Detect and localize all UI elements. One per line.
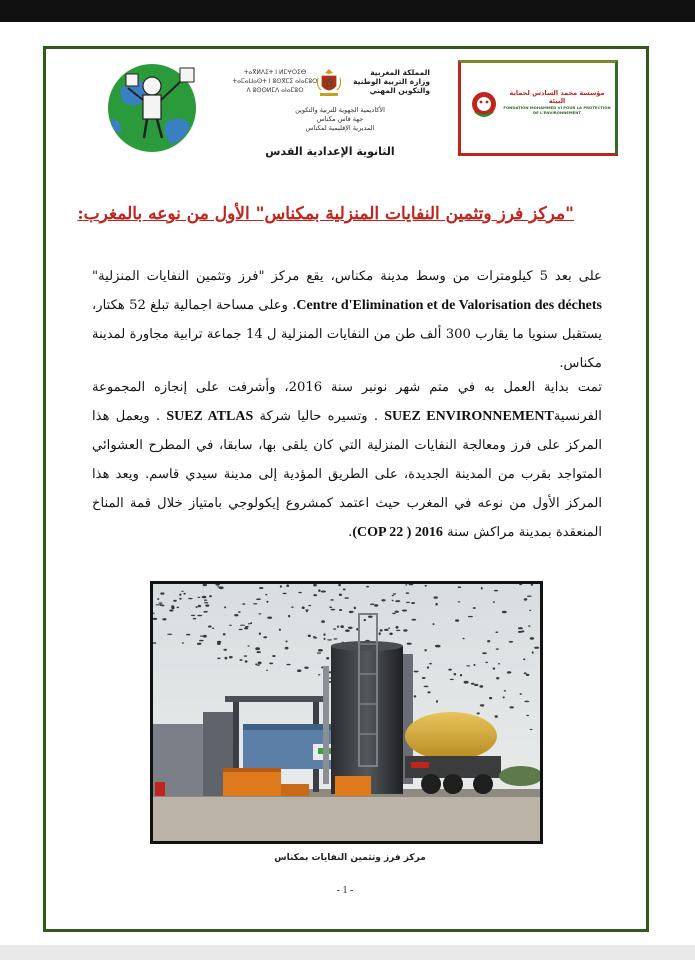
- bird: [448, 669, 452, 671]
- bird: [429, 663, 432, 665]
- document-title: "مركز فرز وتثمين النفايات المنزلية بمكناس" الأول من نوعه بالمغرب:: [77, 204, 574, 224]
- bird: [471, 683, 475, 685]
- bird: [208, 626, 212, 628]
- waste-center-photo: [150, 581, 543, 844]
- bird: [482, 652, 487, 654]
- bird: [198, 605, 201, 608]
- bird: [160, 592, 164, 594]
- bird: [424, 649, 426, 651]
- bird: [349, 611, 354, 613]
- bird: [433, 623, 435, 625]
- bird: [389, 633, 392, 636]
- top-black-bar: [0, 0, 695, 22]
- bird: [474, 664, 476, 666]
- bird: [424, 686, 429, 688]
- bird: [265, 594, 267, 595]
- bird: [225, 657, 228, 660]
- bird: [458, 586, 462, 588]
- bird: [354, 607, 356, 610]
- bird: [318, 649, 323, 652]
- bird: [392, 613, 395, 614]
- bird: [286, 584, 289, 587]
- paragraph-2-part-2: . وتسيره حاليا شركة: [259, 409, 379, 424]
- bird: [212, 628, 214, 629]
- bird: [412, 619, 417, 621]
- bird: [414, 695, 417, 697]
- bird: [181, 591, 184, 592]
- bird: [297, 669, 301, 672]
- ministry-tifinagh-text: ⵜⴰⴳⵍⴷⵉⵜ ⵏ ⵍⵎⵖⵔⵉⴱ ⵜⴰⵎⴰⵡⴰⵙⵜ ⵏ ⵓⵙⴳⵎⵉ ⴰⵏⴰⵎⵓⵔ ⴷ ⵓⵙⵙⵍⵎⴷ ⴰⵏⴰⵎⵓⵔ: [232, 69, 318, 94]
- bird: [197, 597, 200, 598]
- bird: [330, 599, 334, 601]
- bird: [318, 674, 321, 675]
- bird: [479, 685, 483, 688]
- bird: [380, 629, 383, 631]
- bird: [395, 611, 399, 613]
- bird: [532, 651, 534, 654]
- moroccan-coat-of-arms-icon: [316, 68, 342, 98]
- bird: [313, 594, 317, 596]
- bird: [326, 657, 329, 660]
- bird: [507, 671, 512, 673]
- centre-name-french: Centre d'Elimination et de Valorisation des déchets: [296, 298, 603, 313]
- paragraph-1-part-1: على بعد 5 كيلومترات من وسط مدينة مكناس، يقع مركز "فرز وتثمين النفايات المنزلية": [92, 269, 602, 284]
- bird: [283, 593, 287, 594]
- bird: [348, 627, 353, 629]
- bird: [269, 663, 273, 665]
- bird: [510, 706, 514, 708]
- paragraph-2-part-3: . ويعمل هذا المركز على فرز ومعالجة النفايات المنزلية التي كان يلقى بها، سابقا، في المطرح العشوائي المتواجد بقرب من المدينة الجديدة، على الطريق المؤدية إلى مدينة سيدي قاسم. ويعد هذا المركز الأول من نوعه في المغرب حيث اعتمد كمشروع إيكولوجي بامتياز خلال قمة المناخ المنعقدة بمدينة مراكش سنة: [92, 409, 602, 540]
- bird: [244, 655, 248, 657]
- bird: [205, 604, 209, 606]
- bird: [333, 628, 336, 629]
- bird: [502, 611, 507, 613]
- photo-caption: مركز فرز وتثمين النفايات بمكناس: [274, 853, 426, 863]
- ministry-arabic-text: المملكة المغربية وزارة التربية الوطنية والتكوين المهني: [353, 68, 430, 95]
- bird: [477, 712, 480, 714]
- bird: [159, 604, 161, 606]
- school-name: الثانوية الإعدادية القدس: [265, 145, 395, 158]
- bird: [229, 656, 233, 658]
- foundation-arabic-name: مؤسسة محمد السادس لحماية البيئة: [509, 89, 605, 105]
- bird: [468, 616, 473, 617]
- bird: [321, 620, 325, 623]
- bird: [473, 607, 476, 609]
- bird: [224, 606, 226, 608]
- bird: [259, 633, 261, 635]
- bird: [153, 618, 157, 620]
- bird: [464, 681, 469, 684]
- bird: [266, 601, 268, 603]
- bird: [503, 696, 505, 698]
- bird: [366, 586, 369, 588]
- bird: [331, 609, 336, 611]
- bird: [245, 660, 248, 662]
- bird: [209, 595, 212, 597]
- bird: [496, 677, 499, 679]
- paragraph-1: [92, 262, 602, 378]
- bird: [509, 641, 514, 643]
- bird: [183, 593, 185, 595]
- bird: [302, 606, 305, 609]
- bird: [173, 600, 177, 602]
- bird: [370, 604, 375, 606]
- bird: [481, 587, 483, 590]
- cop22-reference: (COP 22 ) 2016: [352, 525, 443, 540]
- foundation-french-name: FONDATION MOHAMMED VI POUR LA PROTECTION DE L'ENVIRONNEMENT: [503, 105, 611, 115]
- bird: [384, 629, 388, 631]
- bird: [248, 623, 250, 624]
- bird: [520, 693, 522, 695]
- bird: [436, 645, 441, 648]
- bird: [493, 667, 495, 669]
- bird: [191, 615, 195, 616]
- bird: [374, 604, 378, 607]
- bird: [396, 630, 401, 631]
- bird: [234, 614, 238, 616]
- bird: [186, 634, 190, 636]
- bird: [167, 634, 172, 635]
- bird: [171, 605, 174, 608]
- bird: [318, 589, 320, 592]
- bird: [203, 635, 207, 638]
- bird: [466, 665, 470, 666]
- bird: [285, 647, 289, 650]
- bird: [524, 672, 527, 674]
- bird: [339, 594, 342, 596]
- bird: [528, 625, 530, 626]
- bird: [414, 671, 419, 673]
- foundation-emblem-icon: [469, 89, 499, 123]
- bird: [298, 592, 302, 594]
- page-number: - 1 -: [336, 885, 354, 896]
- bird: [223, 633, 226, 635]
- bird: [157, 598, 159, 600]
- bird: [427, 691, 430, 693]
- bird: [529, 610, 531, 611]
- bird: [267, 617, 272, 619]
- bird: [396, 626, 399, 629]
- bird: [518, 627, 523, 629]
- bird: [308, 605, 311, 606]
- bird: [245, 626, 249, 628]
- eco-school-globe-logo: [100, 60, 210, 155]
- bird: [403, 629, 407, 631]
- bird: [494, 590, 498, 592]
- bird: [411, 602, 415, 604]
- bird: [534, 647, 539, 649]
- bird: [169, 609, 173, 611]
- bird: [256, 598, 261, 600]
- bird: [485, 662, 488, 663]
- bird: [425, 585, 427, 587]
- bird: [530, 637, 534, 640]
- bird: [159, 602, 163, 603]
- bird: [197, 615, 202, 617]
- bird: [179, 598, 181, 600]
- bird: [337, 626, 339, 628]
- bird: [176, 607, 179, 609]
- bird: [407, 643, 412, 645]
- bird: [179, 594, 181, 596]
- bird: [495, 631, 498, 633]
- company-suez-atlas: SUEZ ATLAS: [166, 409, 254, 424]
- bird: [405, 584, 407, 585]
- bottom-bar: [0, 945, 695, 960]
- bird: [530, 729, 533, 730]
- paragraph-2-part-4: .: [348, 525, 353, 540]
- bird: [474, 684, 478, 686]
- bird: [524, 598, 528, 601]
- paragraph-2: [92, 373, 602, 547]
- bird: [524, 701, 529, 703]
- bird: [368, 616, 373, 618]
- bird: [202, 596, 207, 599]
- bird: [285, 640, 287, 642]
- bird: [203, 611, 208, 613]
- foundation-logo-box: [458, 60, 618, 156]
- bird: [395, 600, 400, 602]
- bird: [217, 586, 219, 587]
- bird: [219, 586, 224, 589]
- bird: [250, 622, 252, 624]
- bird: [308, 635, 311, 638]
- bird: [223, 649, 227, 651]
- bird: [436, 700, 438, 703]
- bird: [272, 655, 275, 657]
- bird: [496, 648, 499, 649]
- bird: [329, 606, 332, 608]
- bird: [239, 629, 243, 630]
- bird: [344, 597, 349, 599]
- bird: [406, 602, 410, 603]
- bird: [460, 674, 462, 676]
- bird: [266, 670, 268, 671]
- bird: [463, 638, 465, 640]
- bird: [193, 618, 196, 620]
- bird: [489, 697, 492, 699]
- bird: [381, 599, 385, 601]
- bird: [487, 640, 490, 642]
- bird: [259, 587, 263, 589]
- company-suez-environnement: SUEZ ENVIRONNEMENT: [384, 409, 554, 424]
- bird: [280, 585, 282, 587]
- bird: [388, 628, 390, 629]
- bird: [518, 631, 522, 633]
- bird: [258, 662, 262, 665]
- bird: [255, 647, 260, 650]
- bird: [217, 658, 220, 660]
- bird: [455, 619, 459, 622]
- paragraph-2-part-1: تمت بداية العمل به في متم شهر نونبر سنة 2016، وأشرفت على إنجازه المجموعة الفرنسية: [92, 380, 602, 424]
- bird: [199, 640, 204, 642]
- bird: [256, 651, 261, 653]
- bird: [450, 679, 454, 680]
- bird: [364, 619, 366, 621]
- bird: [327, 639, 332, 640]
- bird: [458, 601, 461, 602]
- bird: [204, 602, 208, 603]
- bird: [392, 595, 394, 597]
- bird: [340, 625, 344, 628]
- bird: [454, 673, 457, 675]
- bird: [195, 606, 197, 608]
- bird: [217, 641, 221, 643]
- bird: [253, 603, 257, 604]
- academy-text: الأكاديمية الجهوية للتربية والتكوين جهة فاس مكناس المديرية الإقليمية لمكناس: [295, 106, 385, 132]
- bird: [323, 633, 325, 636]
- bird: [345, 630, 350, 632]
- bird: [434, 596, 438, 598]
- bird: [392, 600, 394, 602]
- bird: [480, 704, 485, 706]
- bird: [229, 625, 232, 626]
- bird: [324, 638, 326, 640]
- bird: [247, 645, 249, 646]
- bird: [339, 609, 342, 611]
- bird: [291, 607, 294, 608]
- bird: [204, 600, 207, 601]
- bird: [257, 664, 260, 665]
- bird: [498, 663, 500, 664]
- bird: [343, 588, 346, 590]
- bird: [504, 690, 506, 692]
- bird: [393, 593, 396, 594]
- bird: [197, 643, 202, 645]
- bird: [527, 596, 532, 597]
- bird: [313, 636, 316, 637]
- bird: [240, 625, 245, 626]
- bird: [188, 598, 193, 599]
- bird: [279, 629, 281, 631]
- bird: [427, 666, 429, 669]
- bird: [155, 604, 159, 605]
- bird: [239, 659, 242, 661]
- bird: [379, 632, 381, 635]
- bird: [422, 677, 426, 679]
- bird: [238, 611, 241, 613]
- bird: [286, 664, 290, 666]
- bird: [305, 609, 309, 610]
- bird: [288, 615, 290, 618]
- bird: [263, 636, 267, 638]
- bird: [321, 591, 326, 593]
- bird: [402, 610, 407, 612]
- bird: [304, 667, 308, 669]
- bird: [258, 613, 261, 614]
- bird: [182, 642, 184, 643]
- bird: [493, 601, 495, 603]
- bird: [435, 603, 437, 606]
- bird: [526, 715, 529, 716]
- bird: [242, 603, 245, 605]
- bird: [495, 715, 498, 718]
- bird: [523, 658, 525, 660]
- bird: [526, 674, 530, 676]
- bird: [317, 652, 321, 653]
- bird: [162, 618, 166, 620]
- paragraph-1-part-2: . وعلى مساحة اجمالية تبلغ 52 هكتار، يستقبل سنويا ما يقارب 300 ألف طن من النفايات المنزلية ل 14 جماعة ترابية مجاورة لمدينة مكناس.: [92, 298, 603, 371]
- bird: [244, 627, 248, 629]
- bird: [333, 638, 337, 639]
- bird: [406, 592, 410, 594]
